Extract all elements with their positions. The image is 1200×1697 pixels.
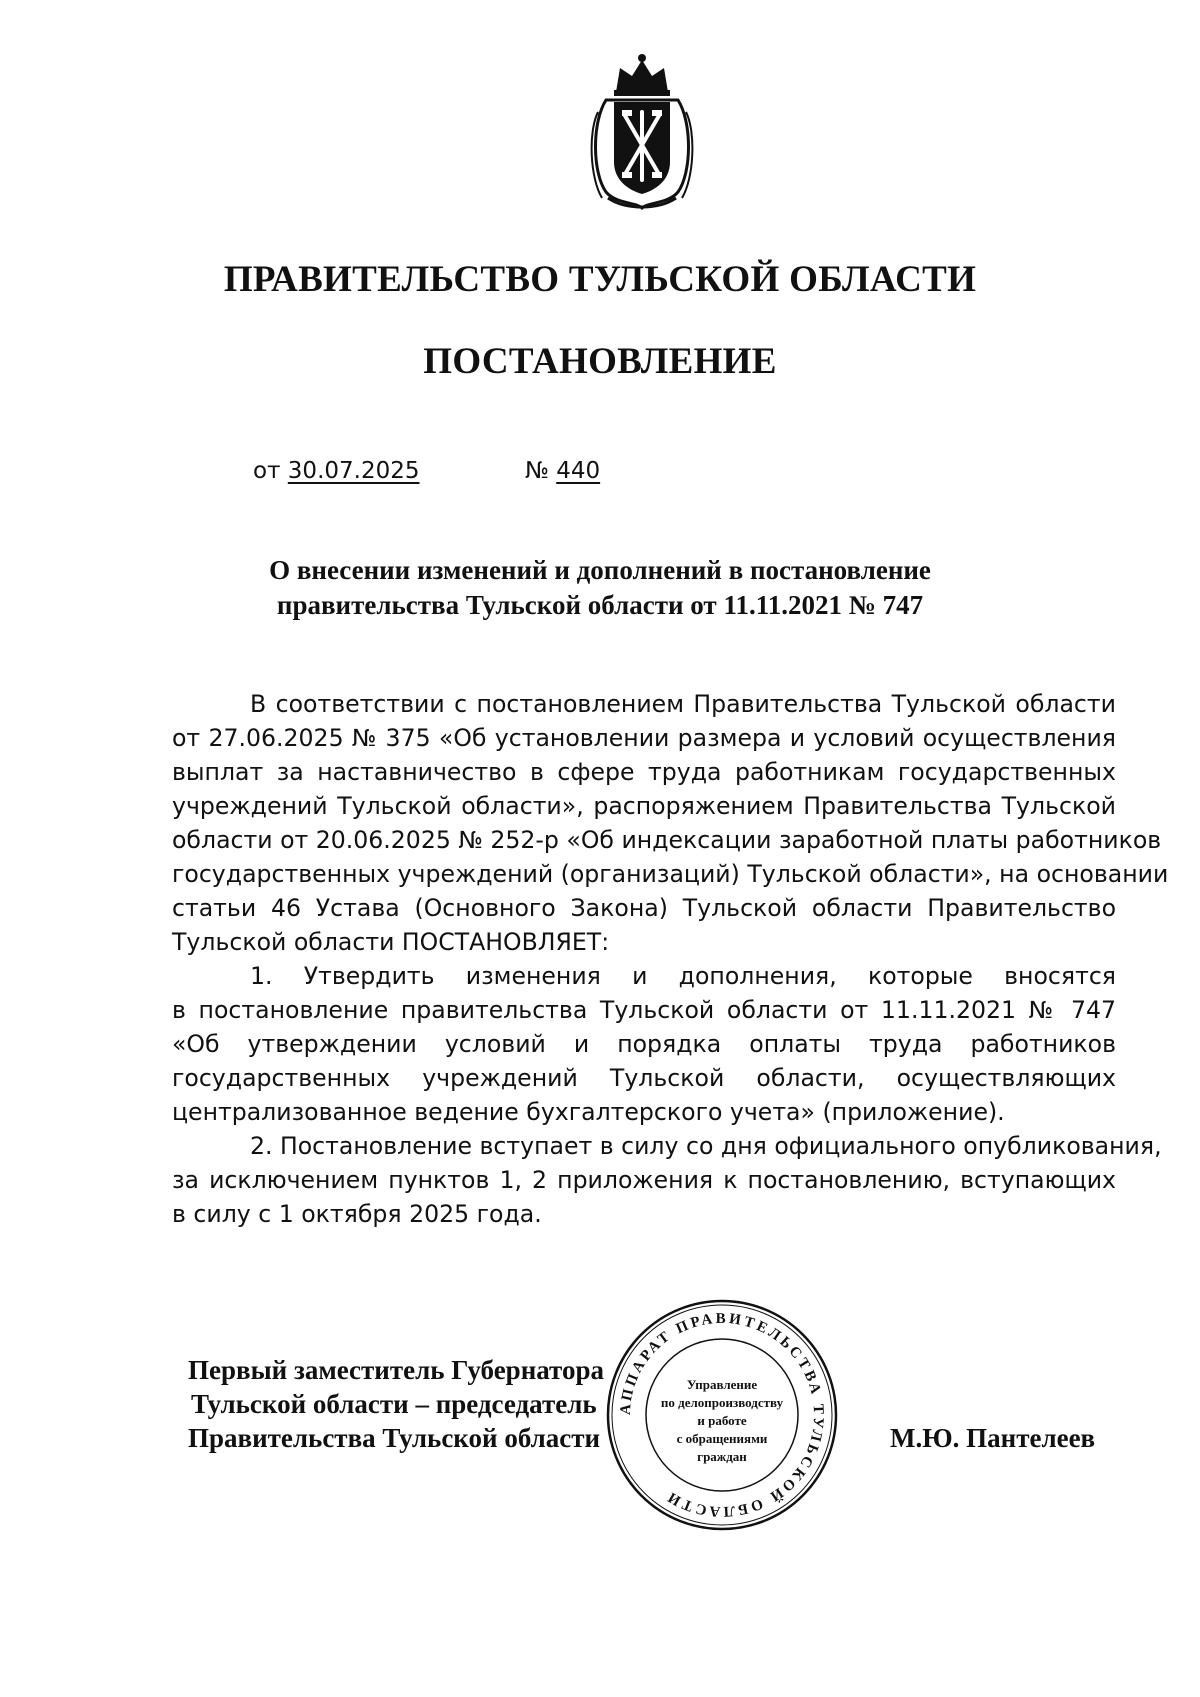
- document-date: 30.07.2025: [287, 458, 420, 484]
- body-line: централизованное ведение бухгалтерского учета» (приложение).: [172, 1098, 1005, 1126]
- signatory-title-line: Первый заместитель Губернатора: [188, 1355, 604, 1385]
- body-line: Тульской области ПОСТАНОВЛЯЕТ:: [172, 928, 610, 956]
- document-number: 440: [556, 458, 601, 484]
- signatory-name: М.Ю. Пантелеев: [890, 1423, 1096, 1453]
- body-line: «Об утверждении условий и порядка оплаты труда работников: [172, 1030, 1116, 1058]
- signatory-title-line: Тульской области – председатель: [191, 1389, 597, 1419]
- body-line: 2. Постановление вступает в силу со дня официального опубликования,: [250, 1132, 1162, 1160]
- body-line: от 27.06.2025 № 375 «Об установлении размера и условий осуществления: [172, 724, 1116, 752]
- body-line: 1. Утвердить изменения и дополнения, которые вносятся: [250, 962, 1116, 990]
- body-line: В соответствии с постановлением Правительства Тульской области: [250, 690, 1116, 718]
- document-type-title: ПОСТАНОВЛЕНИЕ: [423, 341, 777, 382]
- government-title: ПРАВИТЕЛЬСТВО ТУЛЬСКОЙ ОБЛАСТИ: [223, 259, 977, 300]
- body-line: государственных учреждений (организаций) Тульской области», на основании: [172, 860, 1169, 888]
- date-prefix: от: [253, 458, 281, 484]
- tula-coat-of-arms-icon: [586, 52, 698, 212]
- body-line: в силу с 1 октября 2025 года.: [172, 1200, 542, 1228]
- official-stamp: [604, 1297, 840, 1533]
- number-line: [525, 458, 600, 484]
- body-line: выплат за наставничество в сфере труда работникам государственных: [172, 758, 1116, 786]
- body-line: статьи 46 Устава (Основного Закона) Тульской области Правительство: [172, 894, 1116, 922]
- document-subject: [0, 553, 1200, 623]
- body-line: учреждений Тульской области», распоряжением Правительства Тульской: [172, 792, 1116, 820]
- subject-line: правительства Тульской области от 11.11.2021 № 747: [276, 590, 924, 620]
- body-line: за исключением пунктов 1, 2 приложения к постановлению, вступающих: [172, 1166, 1116, 1194]
- stamp-center-line: с обращениями: [676, 1431, 768, 1446]
- number-prefix: №: [525, 458, 549, 484]
- stamp-center-line: граждан: [697, 1449, 747, 1464]
- stamp-center-line: Управление: [686, 1377, 758, 1392]
- body-line: государственных учреждений Тульской области, осуществляющих: [172, 1064, 1116, 1092]
- date-line: [253, 458, 420, 484]
- body-line: области от 20.06.2025 № 252-р «Об индексации заработной платы работников: [172, 826, 1162, 854]
- body-line: в постановление правительства Тульской области от 11.11.2021 № 747: [172, 996, 1116, 1024]
- stamp-center-line: и работе: [697, 1413, 747, 1428]
- stamp-center-line: по делопроизводству: [660, 1395, 784, 1410]
- subject-line: О внесении изменений и дополнений в постановление: [269, 555, 931, 585]
- stamp-ring-text: АППАРАТ ПРАВИТЕЛЬСТВА ТУЛЬСКОЙ ОБЛАСТИ: [617, 1310, 827, 1520]
- signatory-title-line: Правительства Тульской области: [188, 1423, 601, 1453]
